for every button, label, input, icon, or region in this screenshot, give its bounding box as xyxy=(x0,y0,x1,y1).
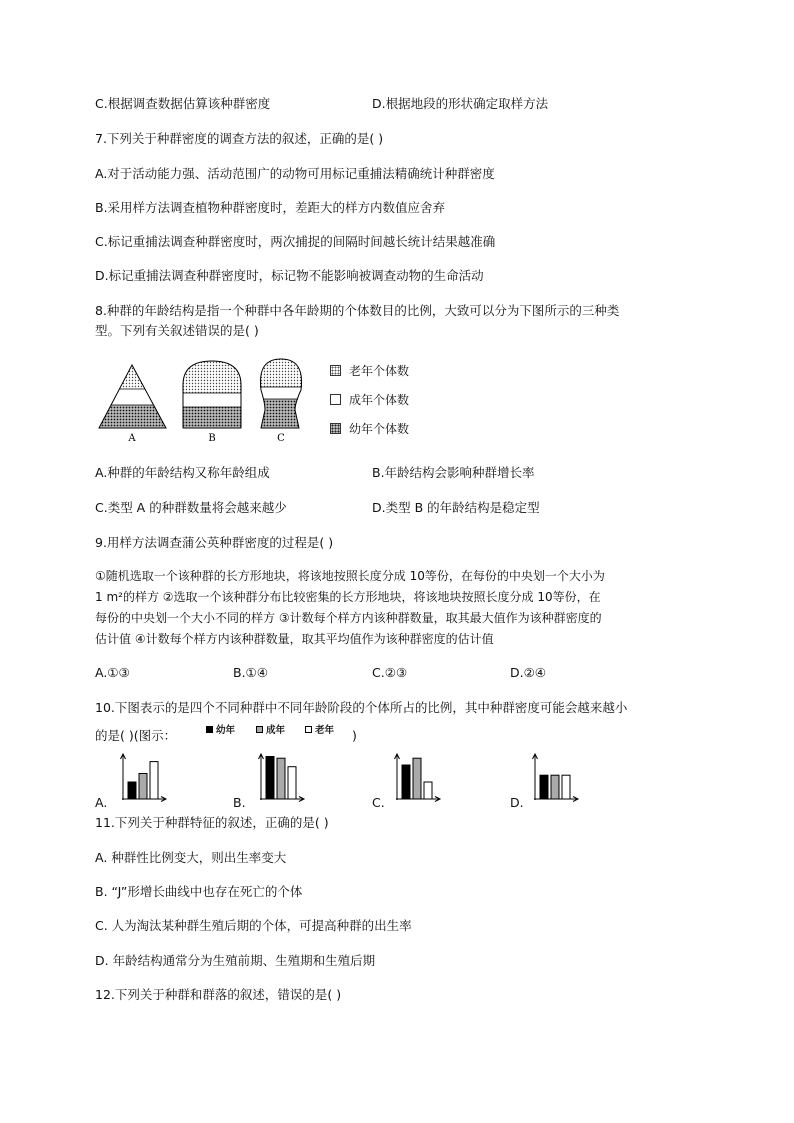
q10-stem-line1: 10.下图表示的是四个不同种群中不同年龄阶段的个体所占的比例，其中种群密度可能会越来越小 xyxy=(95,700,628,715)
young-swatch-icon xyxy=(330,423,341,434)
q9-process-line2: 1 m²的样方 ②选取一个该种群分布比较密集的长方形地块，将该地块按照长度分成 10等份，在 xyxy=(95,590,601,604)
q8-stem-line1: 8.种群的年龄结构是指一个种群中各年龄期的个体数目的比例，大致可以分为下图所示的三种类 xyxy=(95,303,620,318)
young-bar xyxy=(540,775,548,799)
q10-legend-adult-label: 成年 xyxy=(266,725,286,736)
q11-option-d: D. 年龄结构通常分为生殖前期、生殖期和生殖后期 xyxy=(95,953,376,968)
adult-bar xyxy=(413,758,421,799)
q9-option-d: D.②④ xyxy=(510,665,547,680)
q11-stem: 11.下列关于种群特征的叙述，正确的是( ) xyxy=(95,815,329,830)
adult-bar xyxy=(139,774,147,800)
legend-young-label: 幼年个体数 xyxy=(349,422,410,436)
q8-option-c: C.类型 A 的种群数量将会越来越少 xyxy=(95,500,287,515)
q6-option-c: C.根据调查数据估算该种群密度 xyxy=(95,96,271,111)
q6-option-d: D.根据地段的形状确定取样方法 xyxy=(372,96,549,111)
q9-stem: 9.用样方法调查蒲公英种群密度的过程是( ) xyxy=(95,535,334,550)
figure-a-pyramid xyxy=(95,355,175,435)
q10-legend-young-label: 幼年 xyxy=(216,725,236,736)
y-axis xyxy=(533,754,538,800)
q8-stem-line2: 型。下列有关叙述错误的是( ) xyxy=(95,323,259,338)
legend-old-label: 老年个体数 xyxy=(349,364,410,378)
q9-process-line3: 每份的中央划一个大小不同的样方 ③计数每个样方内该种群数量，取其最大值作为该种群密度的 xyxy=(95,611,602,625)
q9-process-line4: 估计值 ④计数每个样方内该种群数量，取其平均值作为该种群密度的估计值 xyxy=(95,632,494,646)
figure-label-a: A xyxy=(128,433,136,444)
legend-young xyxy=(330,420,409,437)
adult-bar xyxy=(277,758,285,799)
q8-option-b: B.年龄结构会影响种群增长率 xyxy=(372,465,535,480)
q8-option-a: A.种群的年龄结构又称年龄组成 xyxy=(95,465,270,480)
q10-option-d-label: D. xyxy=(510,795,524,810)
q10-option-a-label: A. xyxy=(95,795,108,810)
q10-legend-adult xyxy=(256,722,285,736)
young-bar xyxy=(128,782,136,799)
q11-option-a: A. 种群性比例变大，则出生率变大 xyxy=(95,850,287,865)
figure-b-bell xyxy=(175,355,245,432)
old-bar xyxy=(424,782,432,799)
q9-process-line1: ①随机选取一个该种群的长方形地块，将该地按照长度分成 10等份，在每份的中央划一个大小为 xyxy=(95,569,605,583)
old-bar xyxy=(150,762,158,799)
q10-stem-line2-end: ) xyxy=(352,728,357,743)
young-square-icon xyxy=(206,726,213,733)
q10-option-b-label: B. xyxy=(233,795,246,810)
adult-swatch-icon xyxy=(330,394,341,405)
young-bar xyxy=(402,765,410,799)
adult-square-icon xyxy=(256,726,263,733)
legend-old xyxy=(330,362,409,379)
y-axis xyxy=(259,754,264,800)
q10-option-c-label: C. xyxy=(372,795,385,810)
q7-option-d: D.标记重捕法调查种群密度时，标记物不能影响被调查动物的生命活动 xyxy=(95,268,484,283)
q8-option-d: D.类型 B 的年龄结构是稳定型 xyxy=(372,500,540,515)
old-bar xyxy=(288,767,296,799)
legend-adult xyxy=(330,391,409,408)
q10-legend-young xyxy=(206,722,235,736)
q11-option-c: C. 人为淘汰某种群生殖后期的个体，可提高种群的出生率 xyxy=(95,918,412,933)
figure-label-c: C xyxy=(277,433,285,444)
q7-option-b: B.采用样方法调查植物种群密度时，差距大的样方内数值应舍弃 xyxy=(95,200,446,215)
figure-c-urn xyxy=(255,355,305,432)
old-bar xyxy=(562,775,570,799)
age-structure-figure xyxy=(95,355,305,445)
q10-legend-old-label: 老年 xyxy=(315,725,335,736)
q7-stem: 7.下列关于种群密度的调查方法的叙述，正确的是( ) xyxy=(95,131,384,146)
q7-option-c: C.标记重捕法调查种群密度时，两次捕捉的间隔时间越长统计结果越准确 xyxy=(95,234,496,249)
adult-bar xyxy=(551,775,559,799)
young-bar xyxy=(266,757,274,800)
q11-option-b: B. “J”形增长曲线中也存在死亡的个体 xyxy=(95,884,303,899)
y-axis xyxy=(395,754,400,800)
q12-stem: 12.下列关于种群和群落的叙述，错误的是( ) xyxy=(95,987,342,1002)
q10-stem-line2-start: 的是( )(图示： xyxy=(95,728,177,743)
q10-legend-old xyxy=(305,722,334,736)
old-swatch-icon xyxy=(330,365,341,376)
q10-chart-d xyxy=(530,753,580,803)
q9-option-a: A.①③ xyxy=(95,665,130,680)
q10-chart-a xyxy=(118,753,168,803)
q9-option-c: C.②③ xyxy=(372,665,408,680)
q10-chart-c xyxy=(392,753,442,803)
old-square-icon xyxy=(305,726,312,733)
q7-option-a: A.对于活动能力强、活动范围广的动物可用标记重捕法精确统计种群密度 xyxy=(95,166,495,181)
q10-chart-b xyxy=(256,753,306,803)
q9-option-b: B.①④ xyxy=(233,665,268,680)
y-axis xyxy=(121,754,126,800)
legend-adult-label: 成年个体数 xyxy=(349,393,410,407)
figure-label-b: B xyxy=(208,433,216,444)
